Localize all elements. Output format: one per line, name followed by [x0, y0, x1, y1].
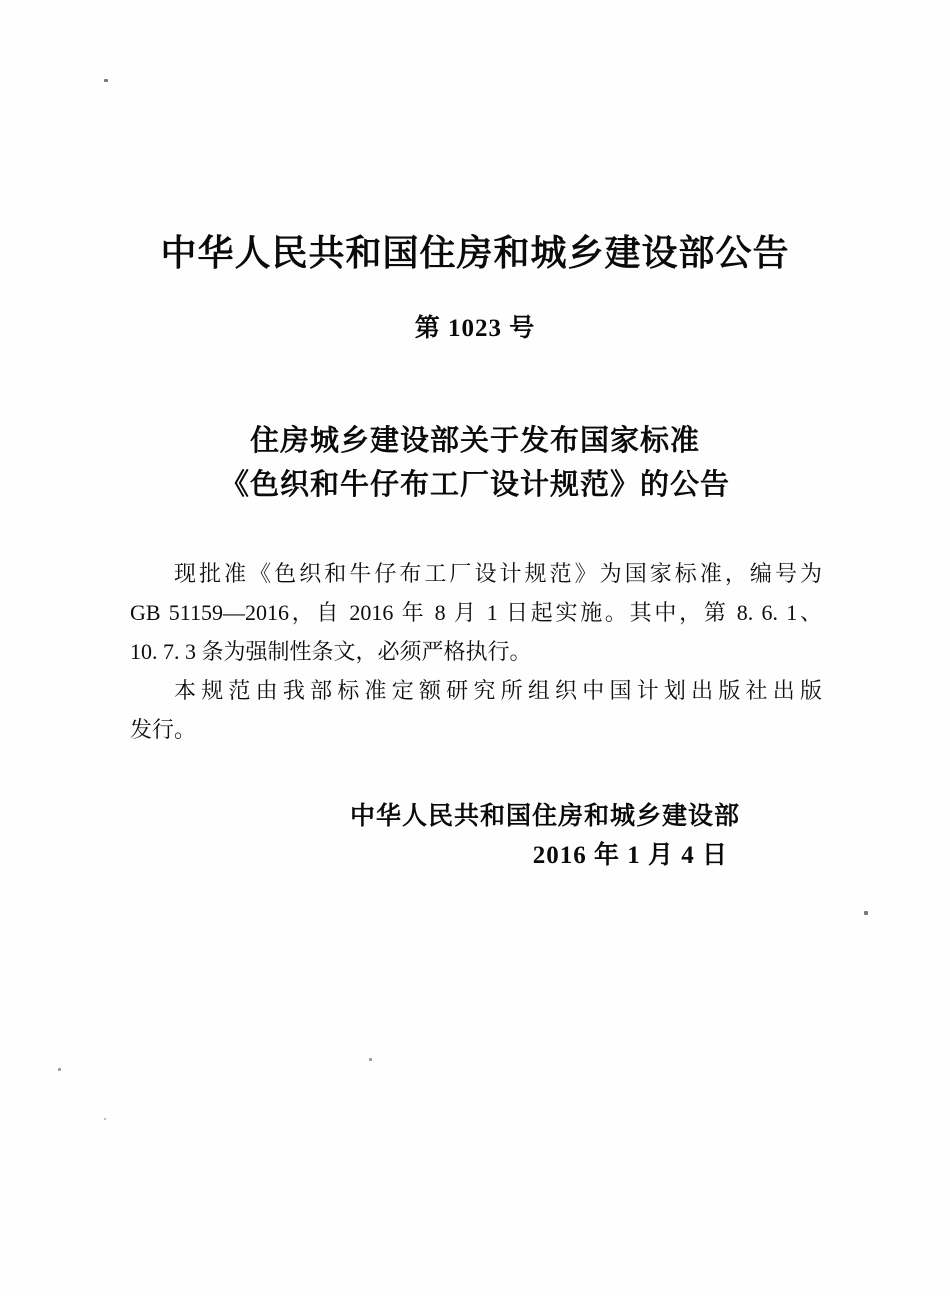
scan-speck	[104, 79, 108, 82]
standard-heading-line1: 住房城乡建设部关于发布国家标准	[249, 425, 700, 457]
scan-speck	[369, 1058, 372, 1061]
paragraph-2-line-2: 发行。	[130, 717, 197, 742]
scan-speck	[864, 911, 868, 915]
issuing-authority-signature: 中华人民共和国住房和城乡建设部	[349, 802, 740, 830]
paragraph-1-line-3: 10. 7. 3 条为强制性条文，必须严格执行。	[130, 639, 532, 664]
paragraph-1	[130, 554, 822, 671]
announcement-title: 中华人民共和国住房和城乡建设部公告	[160, 232, 790, 273]
paragraph-2	[130, 671, 822, 749]
issue-date: 2016 年 1 月 4 日	[532, 842, 728, 869]
standard-heading-line2: 《色织和牛仔布工厂设计规范》的公告	[219, 469, 730, 501]
scan-speck	[58, 1068, 61, 1071]
scan-speck	[104, 1118, 106, 1120]
standard-heading	[0, 419, 950, 507]
paragraph-2-line-1: 本规范由我部标准定额研究所组织中国计划出版社出版	[174, 678, 822, 703]
body-text	[130, 554, 822, 749]
paragraph-1-line-2: GB 51159—2016，自 2016 年 8 月 1 日起实施。其中，第 8. 6. 1、	[130, 600, 822, 625]
announcement-number: 第 1023 号	[414, 315, 536, 342]
paragraph-1-line-1: 现批准《色织和牛仔布工厂设计规范》为国家标准，编号为	[174, 561, 822, 586]
